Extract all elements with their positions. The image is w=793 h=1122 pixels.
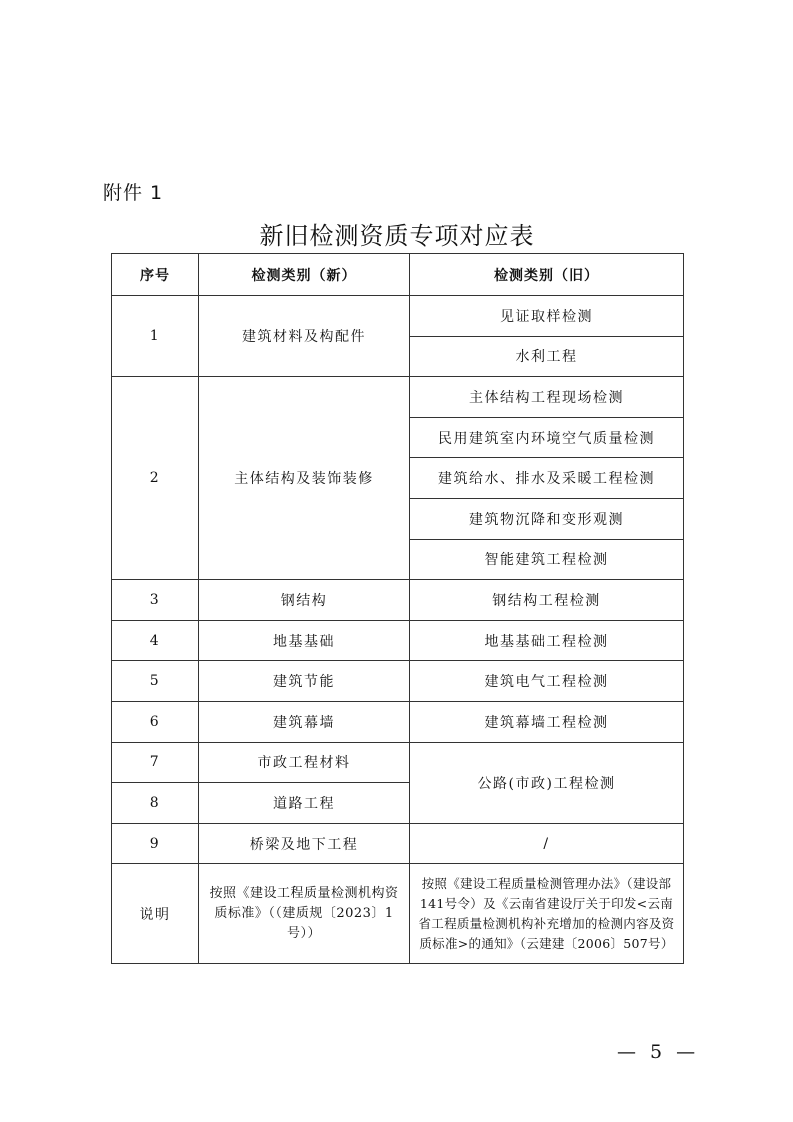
old-category-cell: 地基基础工程检测 [410,620,684,661]
old-category-cell: 水利工程 [410,336,684,377]
row-number: 5 [112,661,199,702]
header-no: 序号 [112,254,199,296]
new-category-cell: 市政工程材料 [199,742,410,783]
old-category-cell: 民用建筑室内环境空气质量检测 [410,417,684,458]
old-category-cell: 公路(市政)工程检测 [410,742,684,823]
new-category-cell: 地基基础 [199,620,410,661]
table-header-row [112,254,684,296]
row-number: 6 [112,701,199,742]
attachment-label: 附件 1 [103,182,164,204]
correspondence-table [111,253,684,964]
old-category-cell: 见证取样检测 [410,296,684,337]
row-number: 4 [112,620,199,661]
old-category-cell: 建筑电气工程检测 [410,661,684,702]
row-number: 3 [112,580,199,621]
page-number: — 5 — [617,1041,700,1063]
note-new-text: 按照《建设工程质量检测机构资质标准》（（建质规〔2023〕1号）） [199,864,410,964]
new-category-cell: 钢结构 [199,580,410,621]
old-category-cell: 建筑幕墙工程检测 [410,701,684,742]
table-row [112,701,684,742]
table-row [112,823,684,864]
new-category-cell: 建筑幕墙 [199,701,410,742]
row-number: 1 [112,296,199,377]
new-category-cell: 桥梁及地下工程 [199,823,410,864]
header-new-category: 检测类别（新） [199,254,410,296]
table-row [112,661,684,702]
new-category-cell: 建筑节能 [199,661,410,702]
note-old-text: 按照《建设工程质量检测管理办法》（建设部141号令）及《云南省建设厅关于印发<云南省工程质量检测机构补充增加的检测内容及资质标准>的通知》（云建建〔2006〕507号） [410,864,684,964]
table-row [112,742,684,783]
old-category-cell: 建筑物沉降和变形观测 [410,498,684,539]
row-number: 7 [112,742,199,783]
row-number: 9 [112,823,199,864]
document-title: 新旧检测资质专项对应表 [259,222,535,250]
old-category-cell: 主体结构工程现场检测 [410,377,684,418]
new-category-cell: 建筑材料及构配件 [199,296,410,377]
table-row [112,620,684,661]
note-label: 说明 [112,864,199,964]
row-number: 2 [112,377,199,580]
new-category-cell: 主体结构及装饰装修 [199,377,410,580]
old-category-cell: 建筑给水、排水及采暖工程检测 [410,458,684,499]
table-row [112,377,684,418]
new-category-cell: 道路工程 [199,783,410,824]
header-old-category: 检测类别（旧） [410,254,684,296]
old-category-cell: 钢结构工程检测 [410,580,684,621]
table-row [112,296,684,337]
table-row [112,580,684,621]
note-row [112,864,684,964]
row-number: 8 [112,783,199,824]
old-category-cell: 智能建筑工程检测 [410,539,684,580]
old-category-cell: / [410,823,684,864]
